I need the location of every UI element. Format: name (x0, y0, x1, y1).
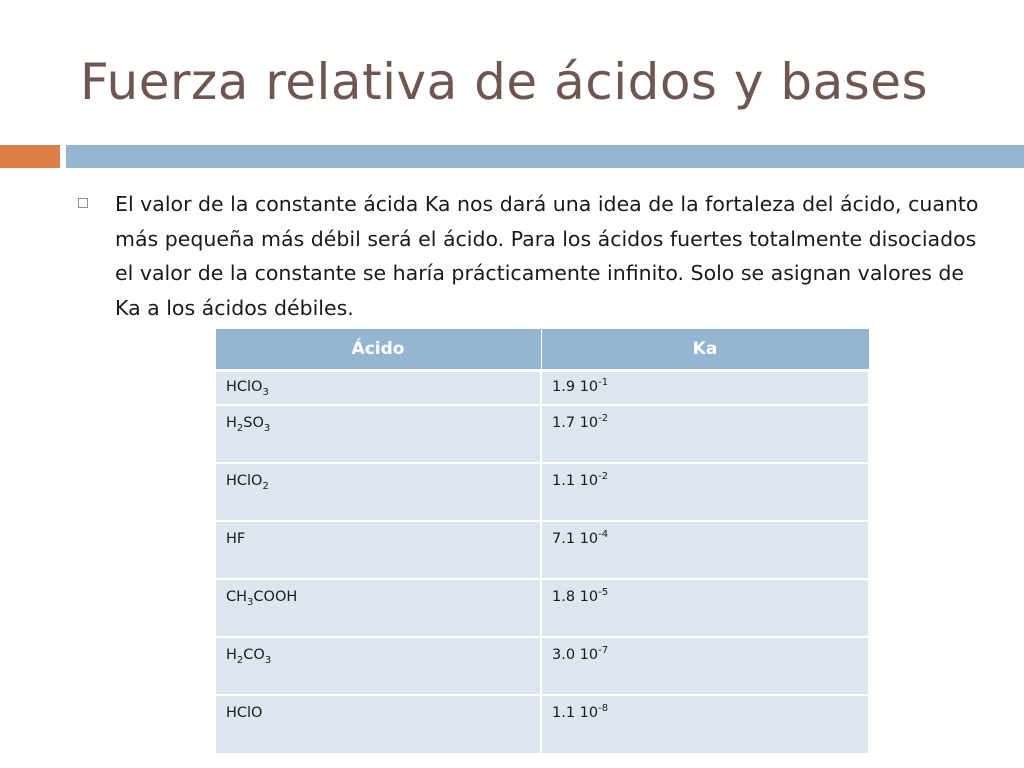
acid-cell: HClO$_2$ (215, 463, 541, 521)
ka-cell: 1.1 $10^{-2}$ (541, 463, 869, 521)
header-acid: Ácido (215, 329, 541, 371)
table-body (215, 371, 869, 755)
ka-cell: 1.7 $10^{-2}$ (541, 405, 869, 463)
table-row (215, 579, 869, 637)
ka-table (214, 328, 870, 755)
table-row (215, 405, 869, 463)
acid-cell: HClO (215, 695, 541, 754)
acid-cell: $H_2CO_3$ (215, 637, 541, 695)
acid-cell: $CH_3COOH$ (215, 579, 541, 637)
acid-cell: HClO$_3$ (215, 371, 541, 406)
table-header-row (215, 329, 869, 371)
table-row (215, 695, 869, 754)
ka-cell: 1.9 $10^{-1}$ (541, 371, 869, 406)
bullet-text: El valor de la constante ácida Ka nos dará una idea de la fortaleza del ácido, cuanto más pequeña más débil será el ácido. Para los ácidos fuertes totalmente disociados el valor de la constante se haría prácticamente infinito. Solo se asignan valores de Ka a los ácidos débiles. (115, 192, 979, 320)
title-accent-bar (0, 145, 60, 168)
table-row (215, 371, 869, 406)
ka-cell: 1.1 $10^{-8}$ (541, 695, 869, 754)
header-ka: Ka (541, 329, 869, 371)
ka-cell: 1.8 $10^{-5}$ (541, 579, 869, 637)
ka-cell: 7.1 $10^{-4}$ (541, 521, 869, 579)
slide-title: Fuerza relativa de ácidos y bases (80, 53, 929, 111)
acid-cell: HF (215, 521, 541, 579)
square-bullet-icon (78, 198, 88, 208)
title-divider-bar (66, 145, 1024, 168)
table-row (215, 521, 869, 579)
table-row (215, 463, 869, 521)
ka-cell: 3.0 $10^{-7}$ (541, 637, 869, 695)
table-row (215, 637, 869, 695)
acid-cell: $H_2SO_3$ (215, 405, 541, 463)
